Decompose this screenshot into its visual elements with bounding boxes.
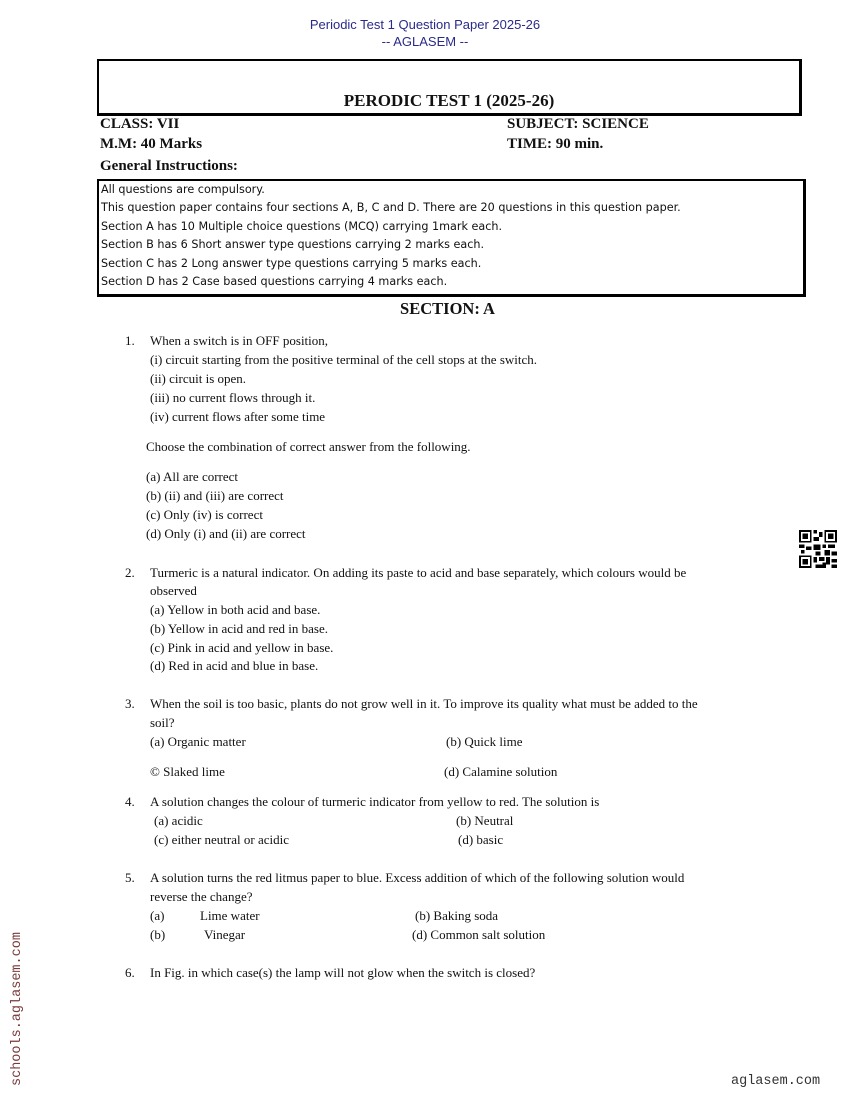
question-text: When the soil is too basic, plants do not grow well in it. To improve its quality what must be added to the	[150, 696, 698, 711]
option: (c) either neutral or acidic	[154, 832, 289, 847]
option: (b) Yellow in acid and red in base.	[150, 621, 328, 636]
question-text-cont: soil?	[150, 715, 175, 730]
instruction-item: Section B has 6 Short answer type questions carrying 2 marks each.	[101, 238, 485, 252]
option: (b) Quick lime	[446, 734, 523, 749]
option: (a) Yellow in both acid and base.	[150, 602, 321, 617]
question-number: 1.	[125, 333, 135, 348]
instructions-heading: General Instructions:	[100, 158, 238, 174]
question-number: 2.	[125, 565, 135, 580]
class-label: CLASS: VII	[100, 116, 180, 132]
option: Lime water	[200, 908, 260, 923]
question-number: 3.	[125, 696, 135, 711]
option-label: (b)	[150, 927, 166, 942]
page-title: PERODIC TEST 1 (2025-26)	[343, 91, 555, 110]
question-text-cont: reverse the change?	[150, 889, 253, 904]
instruction-item: All questions are compulsory.	[101, 183, 265, 196]
marks-label: M.M: 40 Marks	[100, 136, 203, 152]
option: (b) Neutral	[456, 813, 514, 828]
option: (d) Only (i) and (ii) are correct	[146, 526, 306, 541]
statement: (ii) circuit is open.	[150, 371, 247, 386]
header-brand: -- AGLASEM --	[381, 34, 469, 49]
question-prompt: Choose the combination of correct answer from the following.	[146, 439, 471, 454]
option: Vinegar	[204, 927, 246, 942]
time-label: TIME: 90 min.	[507, 136, 604, 152]
side-watermark: schools.aglasem.com	[10, 932, 25, 1086]
option: (b) (ii) and (iii) are correct	[146, 488, 284, 503]
question-text: A solution turns the red litmus paper to blue. Excess addition of which of the following solution would	[150, 870, 685, 885]
title-box	[97, 59, 802, 116]
option: © Slaked lime	[150, 764, 225, 779]
question-text: Turmeric is a natural indicator. On adding its paste to acid and base separately, which colours would be	[150, 565, 687, 580]
statement: (i) circuit starting from the positive terminal of the cell stops at the switch.	[150, 352, 538, 367]
statement: (iii) no current flows through it.	[150, 390, 316, 405]
instructions-box	[97, 179, 806, 297]
instruction-item: Section C has 2 Long answer type questions carrying 5 marks each.	[101, 256, 482, 270]
question-number: 4.	[125, 794, 135, 809]
option: (c) Only (iv) is correct	[146, 507, 263, 522]
footer-watermark: aglasem.com	[731, 1074, 821, 1089]
option: (b) Baking soda	[415, 908, 499, 923]
instruction-item: This question paper contains four sections A, B, C and D. There are 20 questions in this question paper.	[101, 201, 681, 215]
option: (c) Pink in acid and yellow in base.	[150, 640, 334, 655]
question-text-cont: observed	[150, 583, 197, 598]
qr-code-icon	[799, 530, 837, 568]
option: (d) Calamine solution	[444, 764, 558, 779]
section-title: SECTION: A	[400, 299, 495, 318]
instruction-item: Section A has 10 Multiple choice questions (MCQ) carrying 1mark each.	[101, 219, 503, 233]
statement: (iv) current flows after some time	[150, 409, 326, 424]
option: (d) Red in acid and blue in base.	[150, 658, 319, 673]
question-text: A solution changes the colour of turmeric indicator from yellow to red. The solution is	[150, 794, 600, 809]
option: (d) Common salt solution	[412, 927, 546, 942]
option: (a) acidic	[154, 813, 203, 828]
option: (d) basic	[458, 832, 504, 847]
option-label: (a)	[150, 908, 165, 923]
question-number: 5.	[125, 870, 135, 885]
question-text: When a switch is in OFF position,	[150, 333, 329, 348]
question-text: In Fig. in which case(s) the lamp will not glow when the switch is closed?	[150, 965, 536, 980]
option: (a) Organic matter	[150, 734, 246, 749]
instruction-item: Section D has 2 Case based questions carrying 4 marks each.	[101, 274, 448, 288]
header-title: Periodic Test 1 Question Paper 2025-26	[309, 17, 541, 32]
option: (a) All are correct	[146, 469, 239, 484]
question-number: 6.	[125, 965, 135, 980]
subject-label: SUBJECT: SCIENCE	[507, 116, 649, 132]
